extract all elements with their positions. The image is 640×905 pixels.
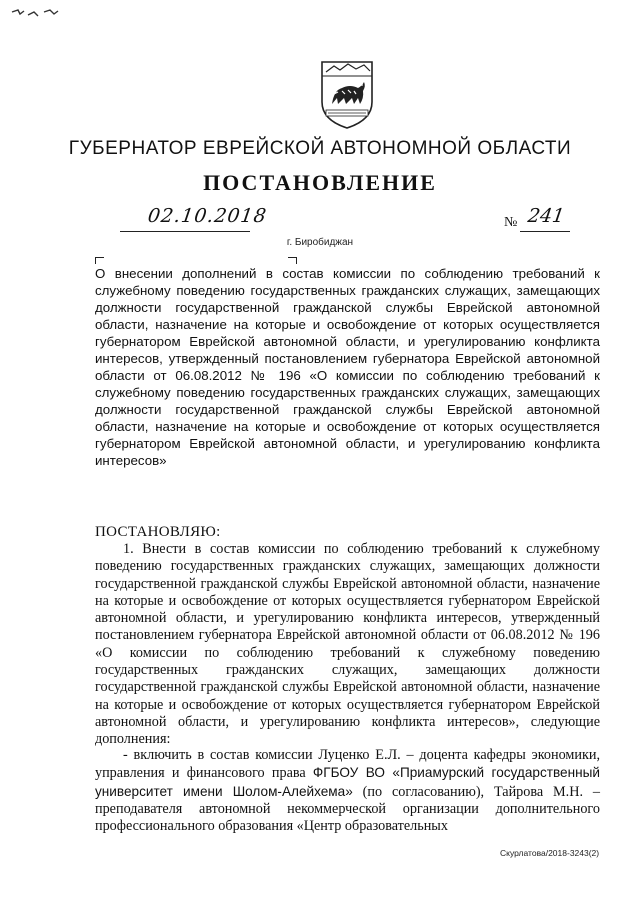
subject-corner-right	[288, 257, 297, 264]
number-label: №	[504, 215, 518, 230]
document-number: 241	[526, 205, 566, 227]
city-name: г. Биробиджан	[286, 237, 354, 248]
paragraph-1: 1. Внести в состав комиссии по соблюдению требований к служебному поведению государственных гражданских служащих, замещающих должности государственной гражданской службы Еврейской автономной области, назначение на которые и освобождение от которых осуществляется губернатором Еврейской автономной области, и урегулированию конфликта интересов, утвержденный постановлением губернатора Еврейской автономной области от 06.08.2012 № 196 «О комиссии по соблюдению требований к служебному поведению государственных гражданских служащих, замещающих должности государственной гражданской службы Еврейской автономной области, назначение на которые и освобождение от которых осуществляется губернатором Еврейской автономной области, и урегулированию конфликта интересов», следующие дополнения:	[95, 541, 600, 748]
paragraph-2	[95, 747, 600, 835]
footer-reference: Скурлатова/2018-3243(2)	[500, 848, 600, 858]
document-subject: О внесении дополнений в состав комиссии по соблюдению требований к служебному поведению государственных гражданских служащих, замещающих должности государственной гражданской службы Еврейской автономной области, назначение на которые и освобождение от которых осуществляется губернатором Еврейской автономной области, и урегулированию конфликта интересов, утвержденный постановлением губернатора Еврейской автономной области от 06.08.2012 № 196 «О комиссии по соблюдению требований к служебному поведению государственных гражданских служащих, замещающих должности государственной гражданской службы Еврейской автономной области, назначение на которые и освобождение от которых осуществляется губернатором Еврейской автономной области, и урегулированию конфликта интересов»	[95, 266, 600, 468]
issuer-title: ГУБЕРНАТОР ЕВРЕЙСКОЙ АВТОНОМНОЙ ОБЛАСТИ	[68, 138, 572, 159]
decree-heading: ПОСТАНОВЛЯЮ:	[95, 524, 221, 540]
coat-of-arms-icon	[318, 58, 376, 130]
document-type: ПОСТАНОВЛЕНИЕ	[203, 170, 437, 195]
paragraph-2-start: - включить в состав комиссии Луценко Е.Л. – доцента кафедры экономики, управления и финансового права	[95, 747, 600, 782]
scan-mark	[10, 6, 70, 20]
organization-name: ФГБОУ ВО «Приамурский государственный университет имени Шолом-Алейхема»	[95, 765, 600, 799]
document-date: 02.10.2018	[146, 205, 269, 227]
paragraph-2-end: (по согласованию), Тайрова М.Н. – преподавателя автономной некоммерческой организации дополнительного профессионального образования «Центр образовательных	[95, 783, 600, 835]
subject-corner-left	[95, 257, 104, 264]
